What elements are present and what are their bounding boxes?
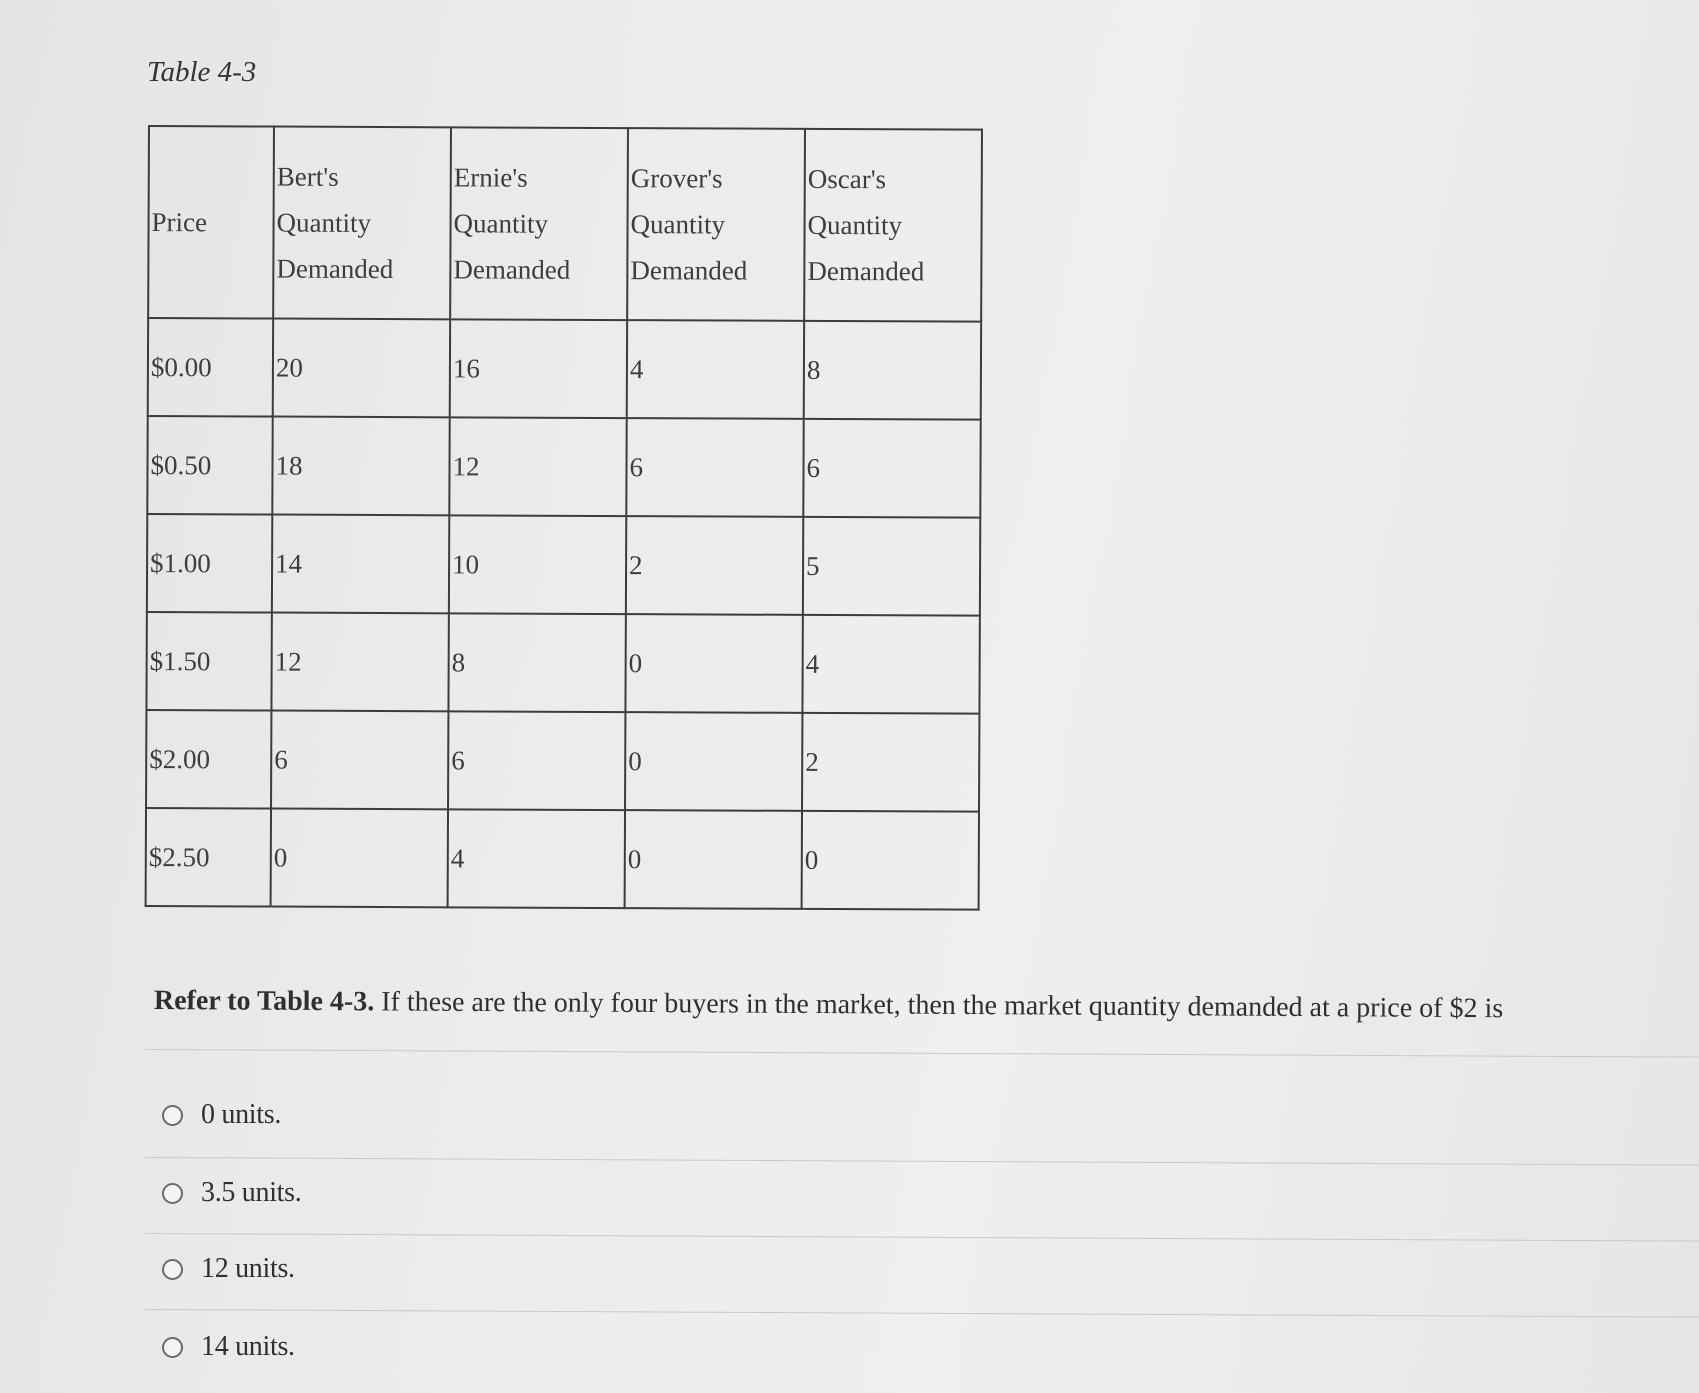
header-ernie-line1: Ernie's (453, 162, 528, 193)
bert-cell: 20 (273, 319, 450, 418)
table-title: Table 4-3 (147, 56, 257, 88)
radio-button-icon[interactable] (162, 1183, 183, 1204)
header-ernie (450, 127, 628, 320)
header-oscar-line3: Demanded (807, 255, 925, 287)
table-row (147, 416, 980, 518)
oscar-cell: 8 (804, 321, 981, 420)
radio-button-icon[interactable] (162, 1105, 183, 1126)
ernie-cell: 10 (449, 515, 626, 614)
radio-button-icon[interactable] (162, 1337, 183, 1358)
price-cell: $1.50 (146, 612, 271, 711)
ernie-cell: 8 (448, 613, 625, 712)
header-grover-line3: Demanded (630, 255, 748, 286)
header-bert-line1: Bert's (276, 161, 339, 192)
price-cell: $2.50 (146, 808, 271, 907)
ernie-cell: 4 (448, 809, 625, 908)
answer-option-label: 3.5 units. (201, 1177, 302, 1208)
grover-cell: 0 (625, 614, 802, 713)
price-cell: $2.00 (146, 710, 271, 809)
bert-cell: 6 (271, 711, 448, 810)
header-oscar (804, 129, 982, 322)
bert-cell: 14 (272, 515, 449, 614)
bert-cell: 0 (271, 809, 448, 908)
question-text (154, 985, 1503, 1025)
grover-cell: 0 (625, 810, 802, 909)
header-price (148, 126, 274, 319)
header-oscar-line2: Quantity (807, 209, 903, 241)
answer-option[interactable] (162, 1253, 295, 1285)
header-oscar-line1: Oscar's (807, 163, 887, 195)
divider (145, 1049, 1699, 1058)
oscar-cell: 5 (803, 517, 980, 616)
radio-button-icon[interactable] (162, 1259, 183, 1280)
grover-cell: 2 (626, 516, 803, 615)
oscar-cell: 0 (802, 811, 979, 910)
header-ernie-line2: Quantity (453, 208, 549, 239)
answer-option-label: 12 units. (201, 1253, 295, 1284)
answer-option[interactable] (162, 1331, 295, 1363)
bert-cell: 12 (271, 613, 448, 712)
ernie-cell: 16 (450, 319, 627, 418)
ernie-cell: 12 (449, 417, 626, 516)
table-row (146, 808, 979, 910)
header-price-label: Price (151, 207, 208, 238)
question-body: If these are the only four buyers in the market, then the market quantity demanded at a price of $2 is (374, 986, 1504, 1025)
header-grover (627, 128, 805, 321)
demand-table (145, 125, 983, 911)
header-bert-line3: Demanded (276, 253, 394, 285)
table-row (146, 710, 979, 812)
ernie-cell: 6 (448, 711, 625, 810)
price-cell: $1.00 (147, 514, 272, 613)
oscar-cell: 6 (803, 419, 980, 518)
header-bert-line2: Quantity (276, 207, 372, 238)
grover-cell: 0 (625, 712, 802, 811)
grover-cell: 6 (626, 418, 803, 517)
price-cell: $0.50 (147, 416, 272, 515)
table-header-row (148, 126, 982, 322)
header-grover-line2: Quantity (630, 209, 726, 240)
oscar-cell: 2 (802, 713, 979, 812)
answer-option[interactable] (162, 1099, 281, 1131)
answer-option[interactable] (162, 1177, 301, 1209)
price-cell: $0.00 (148, 318, 273, 417)
grover-cell: 4 (627, 320, 804, 419)
table-row (148, 318, 981, 420)
divider (145, 1157, 1699, 1166)
table-row (146, 612, 979, 714)
divider (145, 1233, 1699, 1242)
answer-option-label: 0 units. (201, 1099, 282, 1130)
bert-cell: 18 (272, 417, 449, 516)
divider (145, 1309, 1699, 1318)
header-bert (273, 127, 451, 320)
answer-option-label: 14 units. (201, 1331, 295, 1362)
header-grover-line1: Grover's (630, 163, 723, 194)
oscar-cell: 4 (802, 615, 979, 714)
table-row (147, 514, 980, 616)
question-reference: Refer to Table 4-3. (153, 985, 375, 1018)
header-ernie-line3: Demanded (453, 254, 571, 285)
